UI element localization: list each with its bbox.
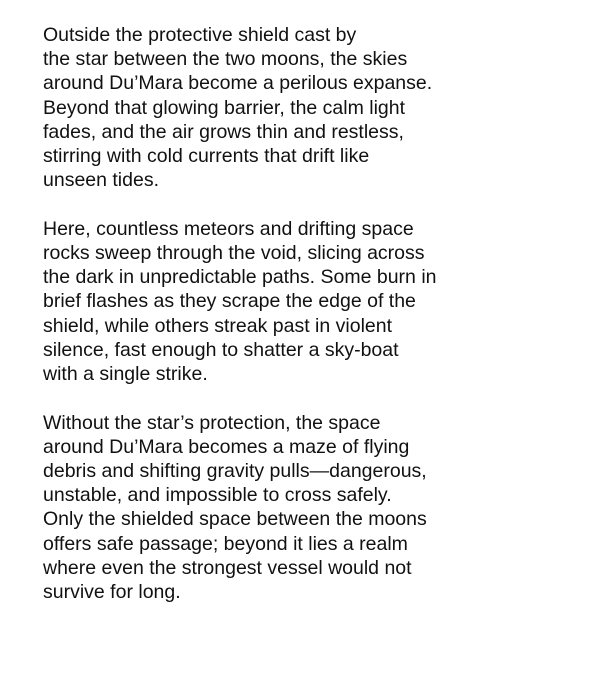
text-line: around Du’Mara becomes a maze of flying xyxy=(43,435,410,458)
text-line: the dark in unpredictable paths. Some burn in xyxy=(43,266,437,289)
text-line: survive for long. xyxy=(43,581,181,604)
text-line: Beyond that glowing barrier, the calm light xyxy=(43,96,406,119)
paragraph-2 xyxy=(43,217,583,386)
text-line: shield, while others streak past in violent xyxy=(43,314,393,337)
text-line: Outside the protective shield cast by xyxy=(43,24,357,46)
text-line: Without the star’s protection, the space xyxy=(43,411,381,434)
text-line: silence, fast enough to shatter a sky-boat xyxy=(43,338,399,361)
text-line: around Du’Mara become a perilous expanse. xyxy=(43,72,433,95)
text-line: the star between the two moons, the skies xyxy=(43,48,408,71)
text-line: where even the strongest vessel would not xyxy=(43,556,412,579)
text-line: debris and shifting gravity pulls—dangerous, xyxy=(43,460,427,483)
text-line: offers safe passage; beyond it lies a realm xyxy=(43,532,408,555)
text-line: unseen tides. xyxy=(43,169,160,192)
text-line: with a single strike. xyxy=(43,363,208,386)
document-body xyxy=(43,23,583,629)
text-line: brief flashes as they scrape the edge of the xyxy=(43,290,416,313)
text-line: unstable, and impossible to cross safely. xyxy=(43,484,392,507)
text-line: Here, countless meteors and drifting space xyxy=(43,217,414,240)
text-line: fades, and the air grows thin and restless, xyxy=(43,120,404,143)
text-line: stirring with cold currents that drift like xyxy=(43,145,370,168)
paragraph-1 xyxy=(43,23,583,192)
paragraph-3 xyxy=(43,411,583,605)
text-line: rocks sweep through the void, slicing across xyxy=(43,242,425,265)
text-line: Only the shielded space between the moons xyxy=(43,508,427,531)
